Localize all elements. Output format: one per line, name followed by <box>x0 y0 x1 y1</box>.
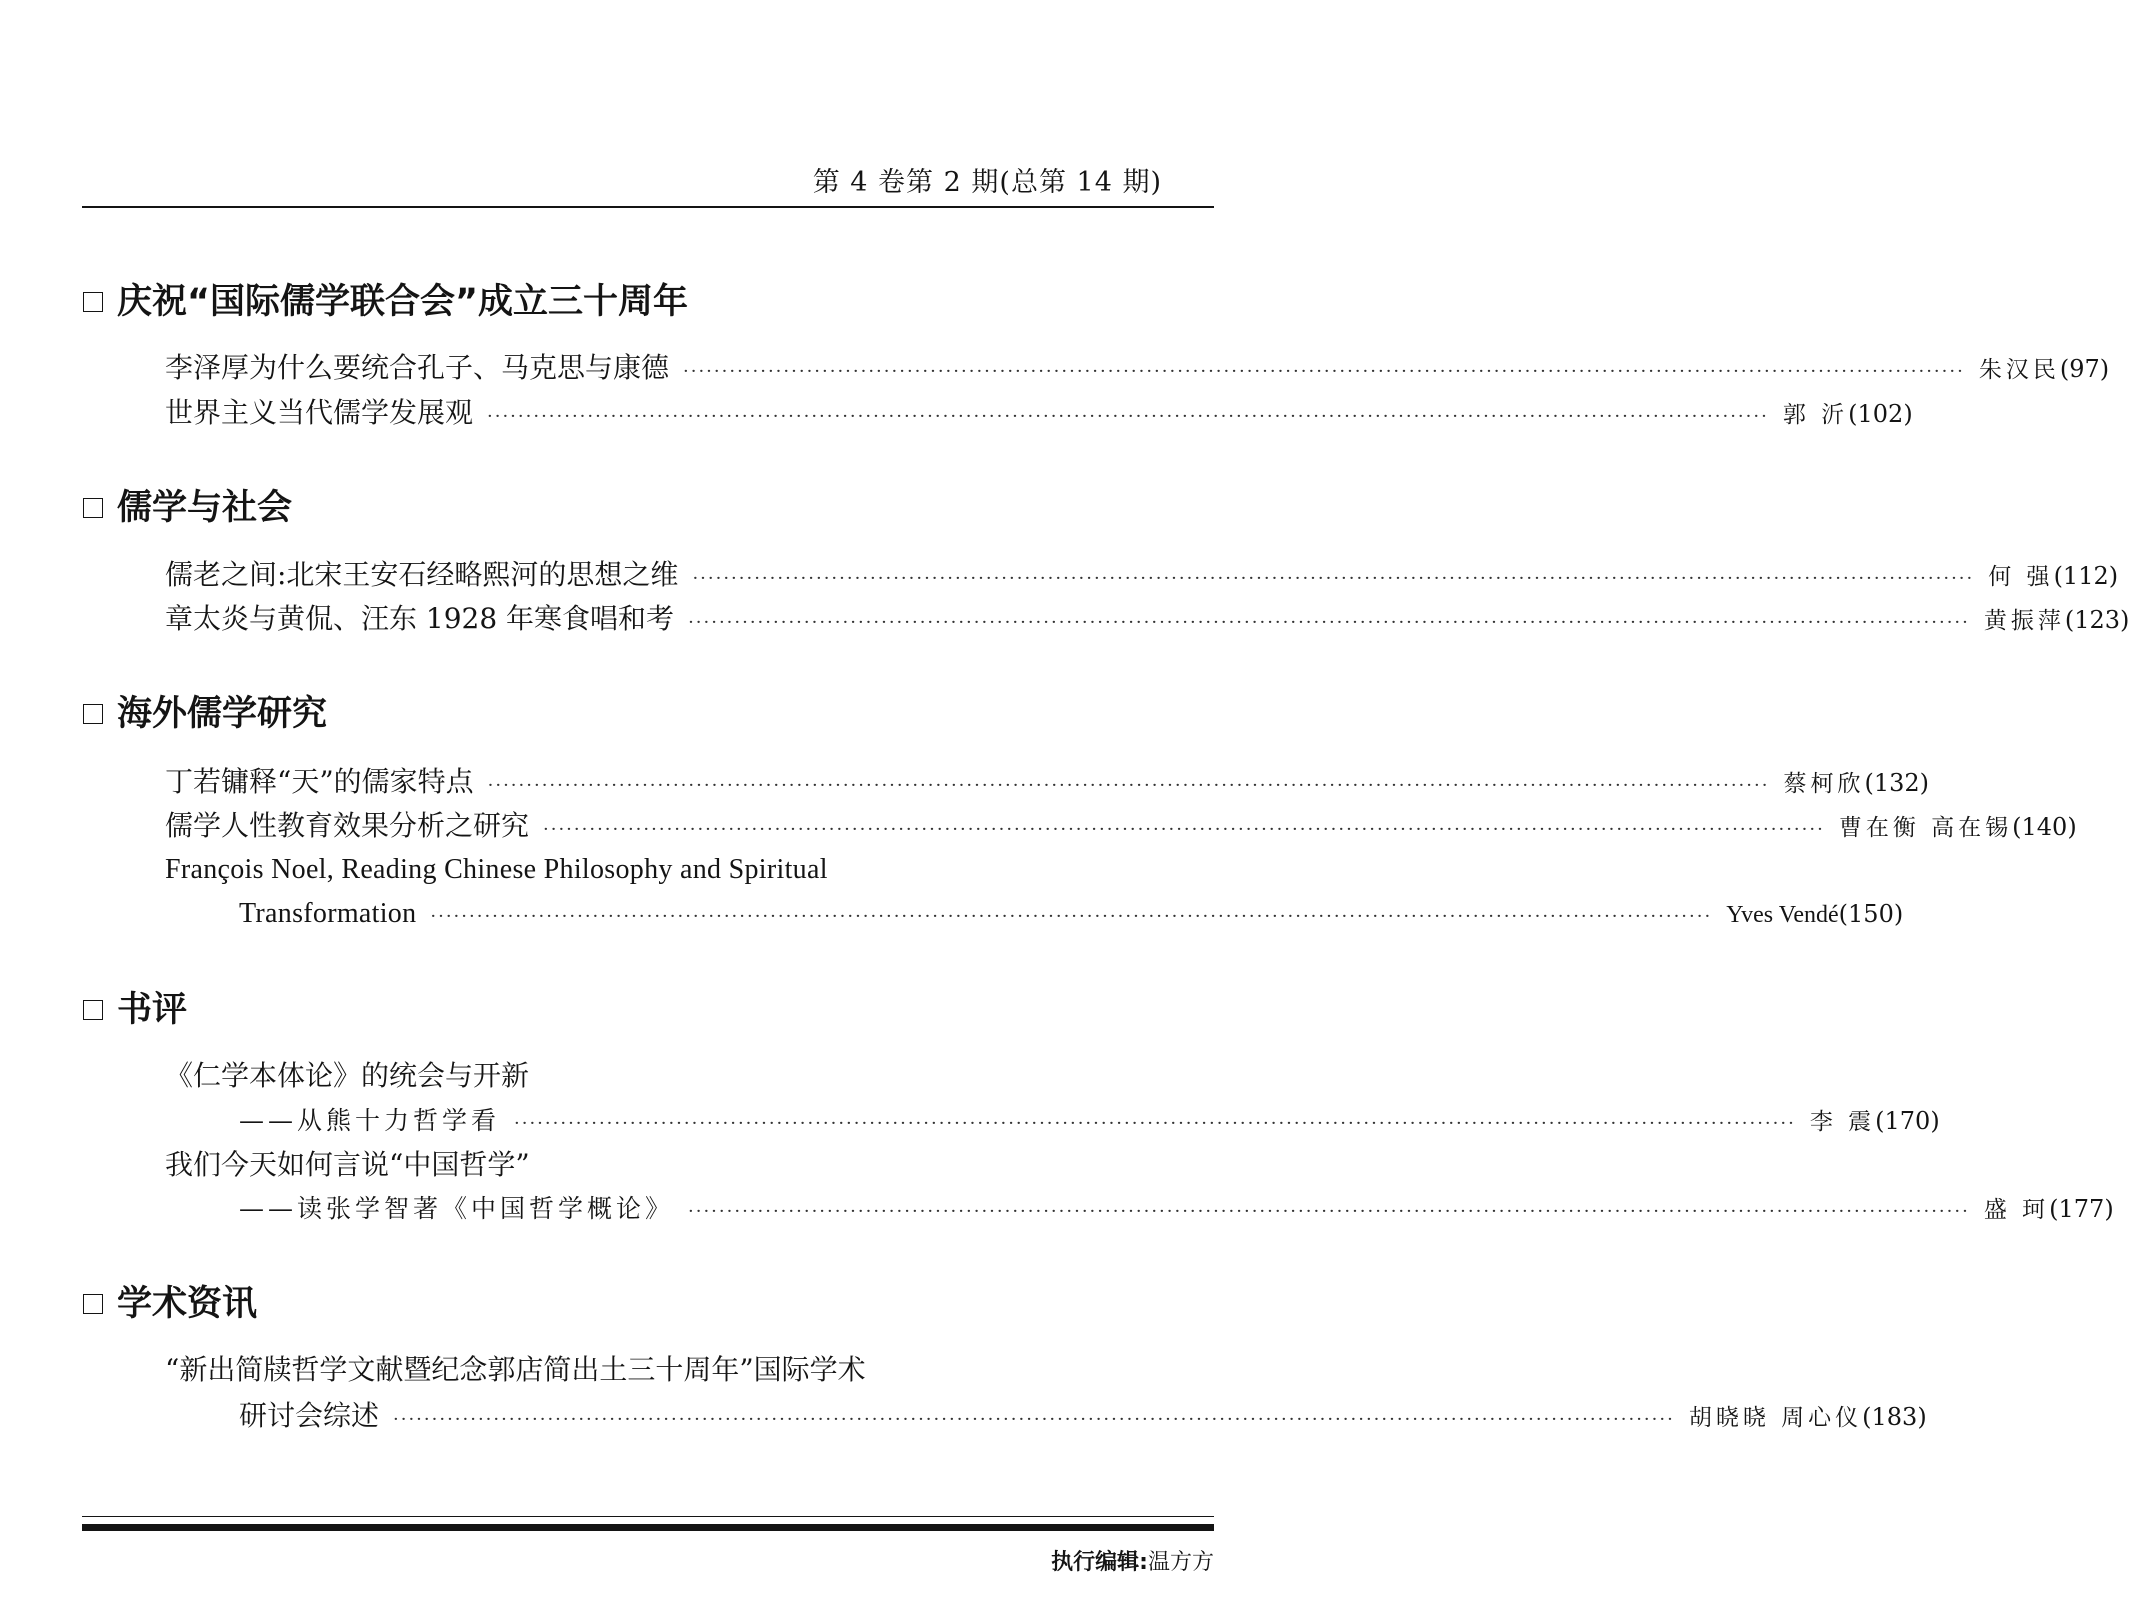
entry-page: (112) <box>2053 562 2119 590</box>
toc-entry-title-line[interactable] <box>165 850 1214 890</box>
toc-entry[interactable] <box>165 393 1913 433</box>
leader-dots: ······································································································································································ <box>692 568 1975 589</box>
leader-dots: ······································································································································································ <box>487 406 1769 427</box>
entry-page: (132) <box>1864 769 1929 797</box>
leader-dots: ······································································································································································ <box>487 775 1770 796</box>
leader-dots: ······································································································································································ <box>393 1409 1675 1430</box>
entry-title-continuation: 研讨会综述 <box>239 1399 380 1432</box>
section-heading-society <box>83 488 292 528</box>
entry-title: 我们今天如何言说“中国哲学” <box>165 1148 530 1181</box>
toc-entry[interactable] <box>165 806 2077 846</box>
section-heading-overseas <box>83 694 327 734</box>
editor-label: 执行编辑: <box>1051 1550 1148 1575</box>
entry-author: 胡晓晓 周心仪 <box>1688 1405 1863 1431</box>
header-rule <box>82 206 1214 208</box>
issue-number: 第 4 卷第 2 期(总第 14 期) <box>812 167 1162 198</box>
leader-dots: ······································································································································································ <box>688 1201 1970 1222</box>
toc-entry-title-line[interactable] <box>165 1056 1214 1096</box>
section-heading-text: 学术资讯 <box>117 1284 258 1324</box>
section-heading-text: 儒学与社会 <box>117 488 293 528</box>
toc-entry-continuation[interactable] <box>239 1101 1940 1141</box>
toc-entry-continuation[interactable] <box>239 1396 1927 1436</box>
toc-entry-continuation[interactable] <box>239 1189 2114 1229</box>
section-box-icon <box>83 704 103 724</box>
executive-editor <box>1051 1545 1214 1576</box>
toc-entry[interactable] <box>165 348 2110 388</box>
entry-page: (102) <box>1848 400 1913 428</box>
section-heading-reviews <box>83 990 187 1030</box>
entry-subtitle: ——从熊十力哲学看 <box>239 1106 501 1135</box>
entry-page: (123) <box>2064 606 2129 634</box>
entry-author: Yves Vendé <box>1726 902 1839 928</box>
toc-entry-title-line[interactable] <box>165 1350 1214 1390</box>
footer-rule-thick <box>82 1524 1214 1531</box>
entry-title: 丁若镛释“天”的儒家特点 <box>165 765 474 798</box>
toc-entry[interactable] <box>165 555 2119 595</box>
section-box-icon <box>83 498 103 518</box>
entry-author: 曹在衡 高在锡 <box>1838 815 2013 841</box>
entry-author: 郭 沂 <box>1782 402 1849 428</box>
leader-dots: ······································································································································································ <box>683 361 1965 382</box>
entry-page: (177) <box>2049 1195 2114 1223</box>
entry-author: 朱汉民 <box>1978 357 2060 383</box>
toc-entry[interactable] <box>165 599 2129 639</box>
entry-title: 李泽厚为什么要统合孔子、马克思与康德 <box>165 351 670 384</box>
section-heading-text: 庆祝“国际儒学联合会”成立三十周年 <box>117 282 689 322</box>
leader-dots: ······································································································································································ <box>430 906 1713 927</box>
entry-title: 儒老之间:北宋王安石经略熙河的思想之维 <box>165 558 679 591</box>
entry-subtitle: ——读张学智著《中国哲学概论》 <box>239 1194 675 1223</box>
entry-page: (170) <box>1875 1107 1940 1135</box>
section-heading-anniversary <box>83 282 688 322</box>
entry-page: (183) <box>1862 1403 1927 1431</box>
entry-author: 李 震 <box>1809 1109 1876 1135</box>
section-box-icon <box>83 1294 103 1314</box>
entry-page: (150) <box>1838 900 1904 928</box>
leader-dots: ······································································································································································ <box>543 819 1825 840</box>
editor-name: 温方方 <box>1147 1550 1214 1575</box>
section-heading-text: 书评 <box>117 990 188 1030</box>
leader-dots: ······································································································································································ <box>688 612 1970 633</box>
entry-page: (97) <box>2059 355 2110 383</box>
entry-title: “新出简牍哲学文献暨纪念郭店简出土三十周年”国际学术 <box>165 1353 866 1386</box>
entry-title: François Noel, Reading Chinese Philosophy and Spiritual <box>165 854 828 885</box>
leader-dots: ······································································································································································ <box>514 1113 1796 1134</box>
entry-page: (140) <box>2012 813 2077 841</box>
entry-title: 《仁学本体论》的统会与开新 <box>165 1059 530 1092</box>
section-box-icon <box>83 292 103 312</box>
entry-author: 盛 珂 <box>1983 1197 2050 1223</box>
entry-author: 何 强 <box>1988 564 2054 590</box>
section-heading-text: 海外儒学研究 <box>117 694 328 734</box>
entry-title-continuation: Transformation <box>239 898 417 929</box>
entry-author: 黄振萍 <box>1983 608 2065 634</box>
entry-title: 世界主义当代儒学发展观 <box>165 396 474 429</box>
section-box-icon <box>83 1000 103 1020</box>
toc-entry-continuation[interactable] <box>239 894 1904 934</box>
section-heading-news <box>83 1284 257 1324</box>
entry-title: 儒学人性教育效果分析之研究 <box>165 809 530 842</box>
entry-author: 蔡柯欣 <box>1783 771 1865 797</box>
toc-entry[interactable] <box>165 762 1929 802</box>
toc-entry-title-line[interactable] <box>165 1145 1214 1185</box>
footer-rule-thin <box>82 1516 1214 1517</box>
entry-title: 章太炎与黄侃、汪东 1928 年寒食唱和考 <box>165 602 675 635</box>
